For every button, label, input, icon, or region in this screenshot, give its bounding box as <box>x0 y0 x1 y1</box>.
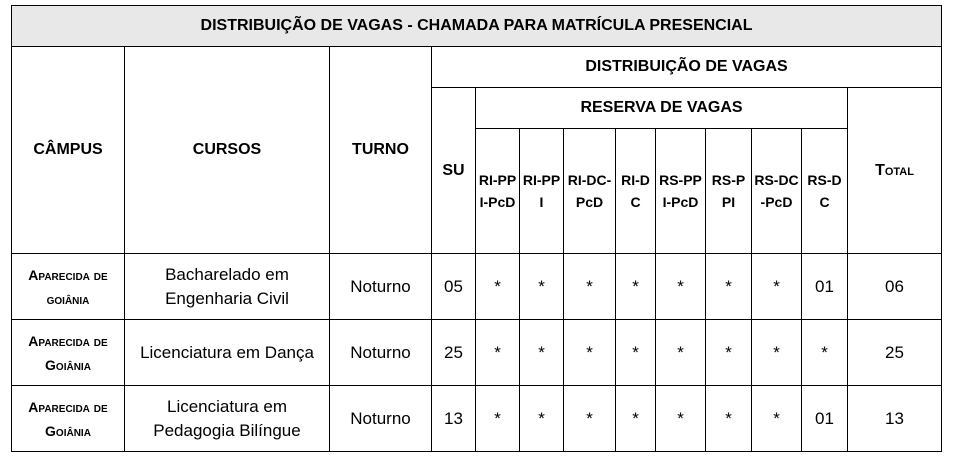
su-cell: 13 <box>432 386 476 452</box>
turno-cell: Noturno <box>330 386 432 452</box>
header-total: Total <box>848 88 942 254</box>
reserva-cell: 01 <box>802 386 848 452</box>
header-reserva-col: RS-DC-PcD <box>752 129 802 254</box>
curso-cell: Licenciatura em Pedagogia Bilíngue <box>125 386 330 452</box>
reserva-cell: * <box>476 320 520 386</box>
reserva-cell: * <box>752 320 802 386</box>
curso-cell: Bacharelado em Engenharia Civil <box>125 254 330 320</box>
curso-cell: Licenciatura em Dança <box>125 320 330 386</box>
reserva-cell: * <box>476 254 520 320</box>
reserva-cell: * <box>520 254 564 320</box>
reserva-cell: * <box>656 320 706 386</box>
reserva-cell: * <box>564 320 616 386</box>
campus-cell: Aparecida de Goiânia <box>12 386 125 452</box>
reserva-cell: * <box>706 386 752 452</box>
header-reserva-col: RI-PPI-PcD <box>476 129 520 254</box>
table-row <box>12 386 942 452</box>
vagas-table <box>11 5 942 452</box>
reserva-cell: * <box>706 320 752 386</box>
header-campus: CÂMPUS <box>12 47 125 254</box>
su-cell: 05 <box>432 254 476 320</box>
total-cell: 25 <box>848 320 942 386</box>
reserva-cell: * <box>616 320 656 386</box>
header-cursos: CURSOS <box>125 47 330 254</box>
su-cell: 25 <box>432 320 476 386</box>
turno-cell: Noturno <box>330 320 432 386</box>
header-turno: TURNO <box>330 47 432 254</box>
reserva-cell: * <box>616 254 656 320</box>
reserva-cell: * <box>656 386 706 452</box>
header-distribuicao: DISTRIBUIÇÃO DE VAGAS <box>432 47 942 88</box>
reserva-cell: * <box>564 254 616 320</box>
header-reserva-col: RS-DC <box>802 129 848 254</box>
total-cell: 13 <box>848 386 942 452</box>
reserva-cell: * <box>564 386 616 452</box>
total-cell: 06 <box>848 254 942 320</box>
campus-cell: Aparecida de goiânia <box>12 254 125 320</box>
table-row <box>12 254 942 320</box>
table-row <box>12 320 942 386</box>
header-su: SU <box>432 88 476 254</box>
header-reserva-col: RS-PPI-PcD <box>656 129 706 254</box>
reserva-cell: * <box>520 386 564 452</box>
reserva-cell: * <box>520 320 564 386</box>
reserva-cell: * <box>476 386 520 452</box>
reserva-cell: * <box>802 320 848 386</box>
reserva-cell: 01 <box>802 254 848 320</box>
reserva-cell: * <box>656 254 706 320</box>
header-reserva-col: RI-DC-PcD <box>564 129 616 254</box>
table-title: DISTRIBUIÇÃO DE VAGAS - CHAMADA PARA MATRÍCULA PRESENCIAL <box>12 6 942 47</box>
header-reserva-col: RI-PPI <box>520 129 564 254</box>
turno-cell: Noturno <box>330 254 432 320</box>
reserva-cell: * <box>616 386 656 452</box>
header-reserva: RESERVA DE VAGAS <box>476 88 848 129</box>
reserva-cell: * <box>752 254 802 320</box>
reserva-cell: * <box>752 386 802 452</box>
header-reserva-col: RI-DC <box>616 129 656 254</box>
header-reserva-col: RS-PPI <box>706 129 752 254</box>
reserva-cell: * <box>706 254 752 320</box>
campus-cell: Aparecida de Goiânia <box>12 320 125 386</box>
